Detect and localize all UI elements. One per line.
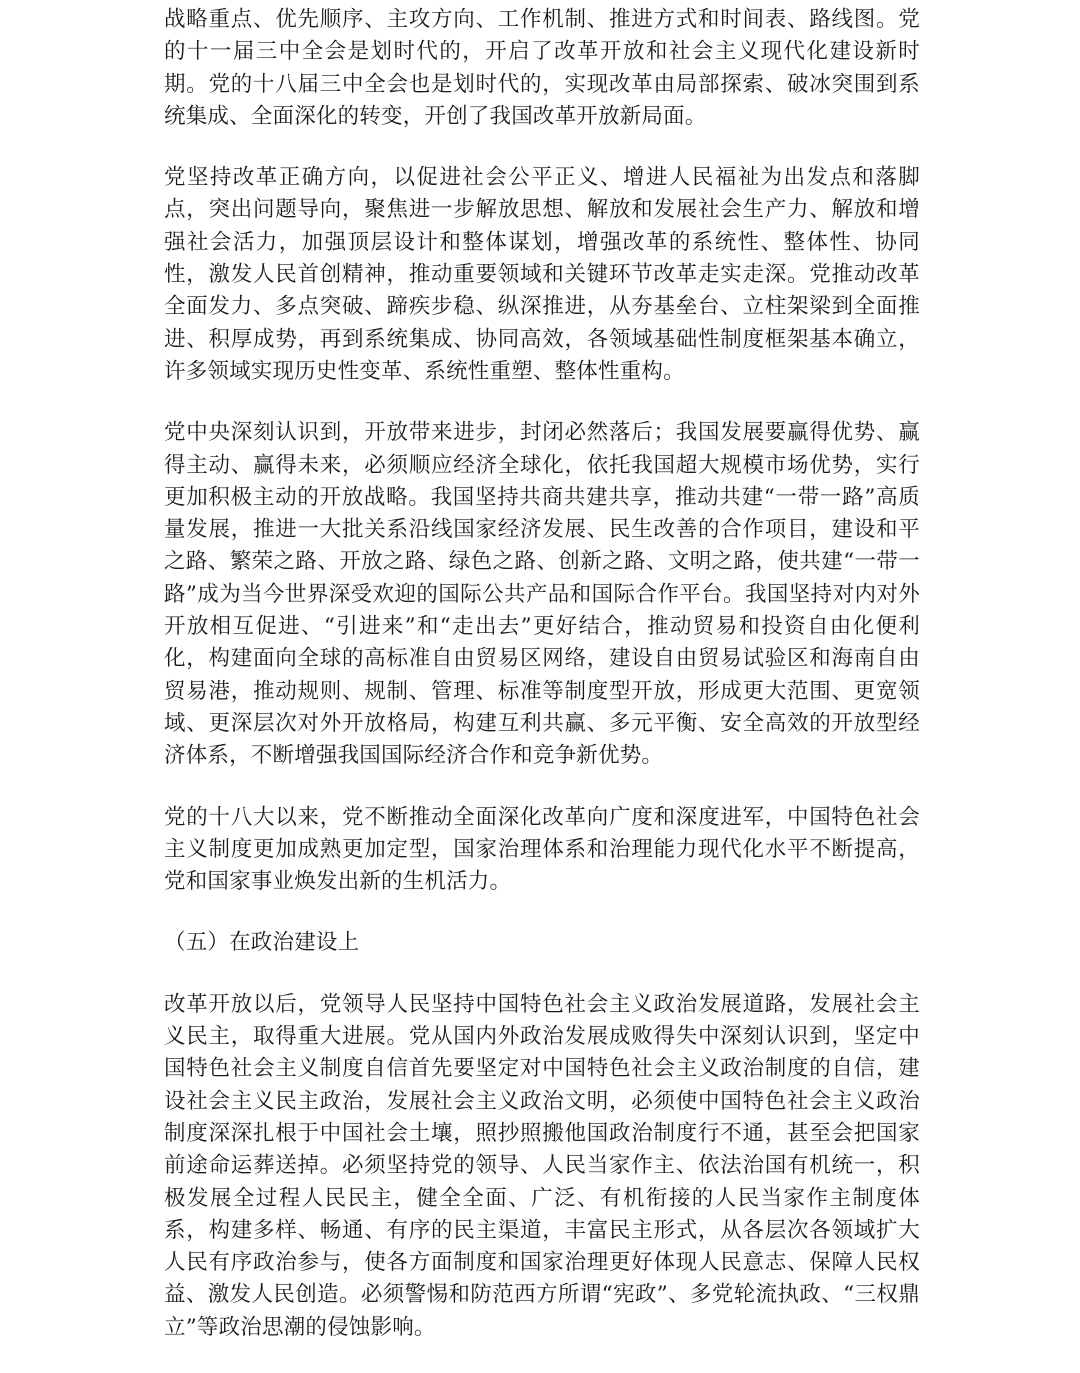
paragraph-reform-direction: 党坚持改革正确方向，以促进社会公平正义、增进人民福祉为出发点和落脚点，突出问题导向，聚焦进一步解放思想、解放和发展社会生产力、解放和增强社会活力，加强顶层设计和整体谋划，增强改革的系统性、整体性、协同性，激发人民首创精神，推动重要领域和关键环节改革走实走深。党推动改革全面发力、多点突破、蹄疾步稳、纵深推进，从夯基垒台、立柱架梁到全面推进、积厚成势，再到系统集成、协同高效，各领域基础性制度框架基本确立，许多领域实现历史性变革、系统性重塑、整体性重构。	[164, 165, 920, 384]
paragraph-opening-up: 党中央深刻认识到，开放带来进步，封闭必然落后；我国发展要赢得优势、赢得主动、赢得未来，必须顺应经济全球化，依托我国超大规模市场优势，实行更加积极主动的开放战略。我国坚持共商共建共享，推动共建“一带一路”高质量发展，推进一大批关系沿线国家经济发展、民生改善的合作项目，建设和平之路、繁荣之路、开放之路、绿色之路、创新之路、文明之路，使共建“一带一路”成为当今世界深受欢迎的国际公共产品和国际合作平台。我国坚持对内对外开放相互促进、“引进来”和“走出去”更好结合，推动贸易和投资自由化便利化，构建面向全球的高标准自由贸易区网络，建设自由贸易试验区和海南自由贸易港，推动规则、规制、管理、标准等制度型开放，形成更大范围、更宽领域、更深层次对外开放格局，构建互利共赢、多元平衡、安全高效的开放型经济体系，不断增强我国国际经济合作和竞争新优势。	[164, 420, 920, 769]
paragraph-reform-milestones: 战略重点、优先顺序、主攻方向、工作机制、推进方式和时间表、路线图。党的十一届三中全会是划时代的，开启了改革开放和社会主义现代化建设新时期。党的十八届三中全会也是划时代的，实现改革由局部探索、破冰突围到系统集成、全面深化的转变，开创了我国改革开放新局面。	[164, 7, 920, 129]
section-heading-political-construction: （五）在政治建设上	[164, 930, 360, 956]
paragraph-since-18th-congress: 党的十八大以来，党不断推动全面深化改革向广度和深度进军，中国特色社会主义制度更加成熟更加定型，国家治理体系和治理能力现代化水平不断提高，党和国家事业焕发出新的生机活力。	[164, 804, 920, 895]
document-body	[164, 4, 920, 1373]
paragraph-political-construction: 改革开放以后，党领导人民坚持中国特色社会主义政治发展道路，发展社会主义民主，取得重大进展。党从国内外政治发展成败得失中深刻认识到，坚定中国特色社会主义制度自信首先要坚定对中国特色社会主义政治制度的自信，建设社会主义民主政治，发展社会主义政治文明，必须使中国特色社会主义政治制度深深扎根于中国社会土壤，照抄照搬他国政治制度行不通，甚至会把国家前途命运葬送掉。必须坚持党的领导、人民当家作主、依法治国有机统一，积极发展全过程人民民主，健全全面、广泛、有机衔接的人民当家作主制度体系，构建多样、畅通、有序的民主渠道，丰富民主形式，从各层次各领域扩大人民有序政治参与，使各方面制度和国家治理更好体现人民意志、保障人民权益、激发人民创造。必须警惕和防范西方所谓“宪政”、多党轮流执政、“三权鼎立”等政治思潮的侵蚀影响。	[164, 991, 920, 1340]
